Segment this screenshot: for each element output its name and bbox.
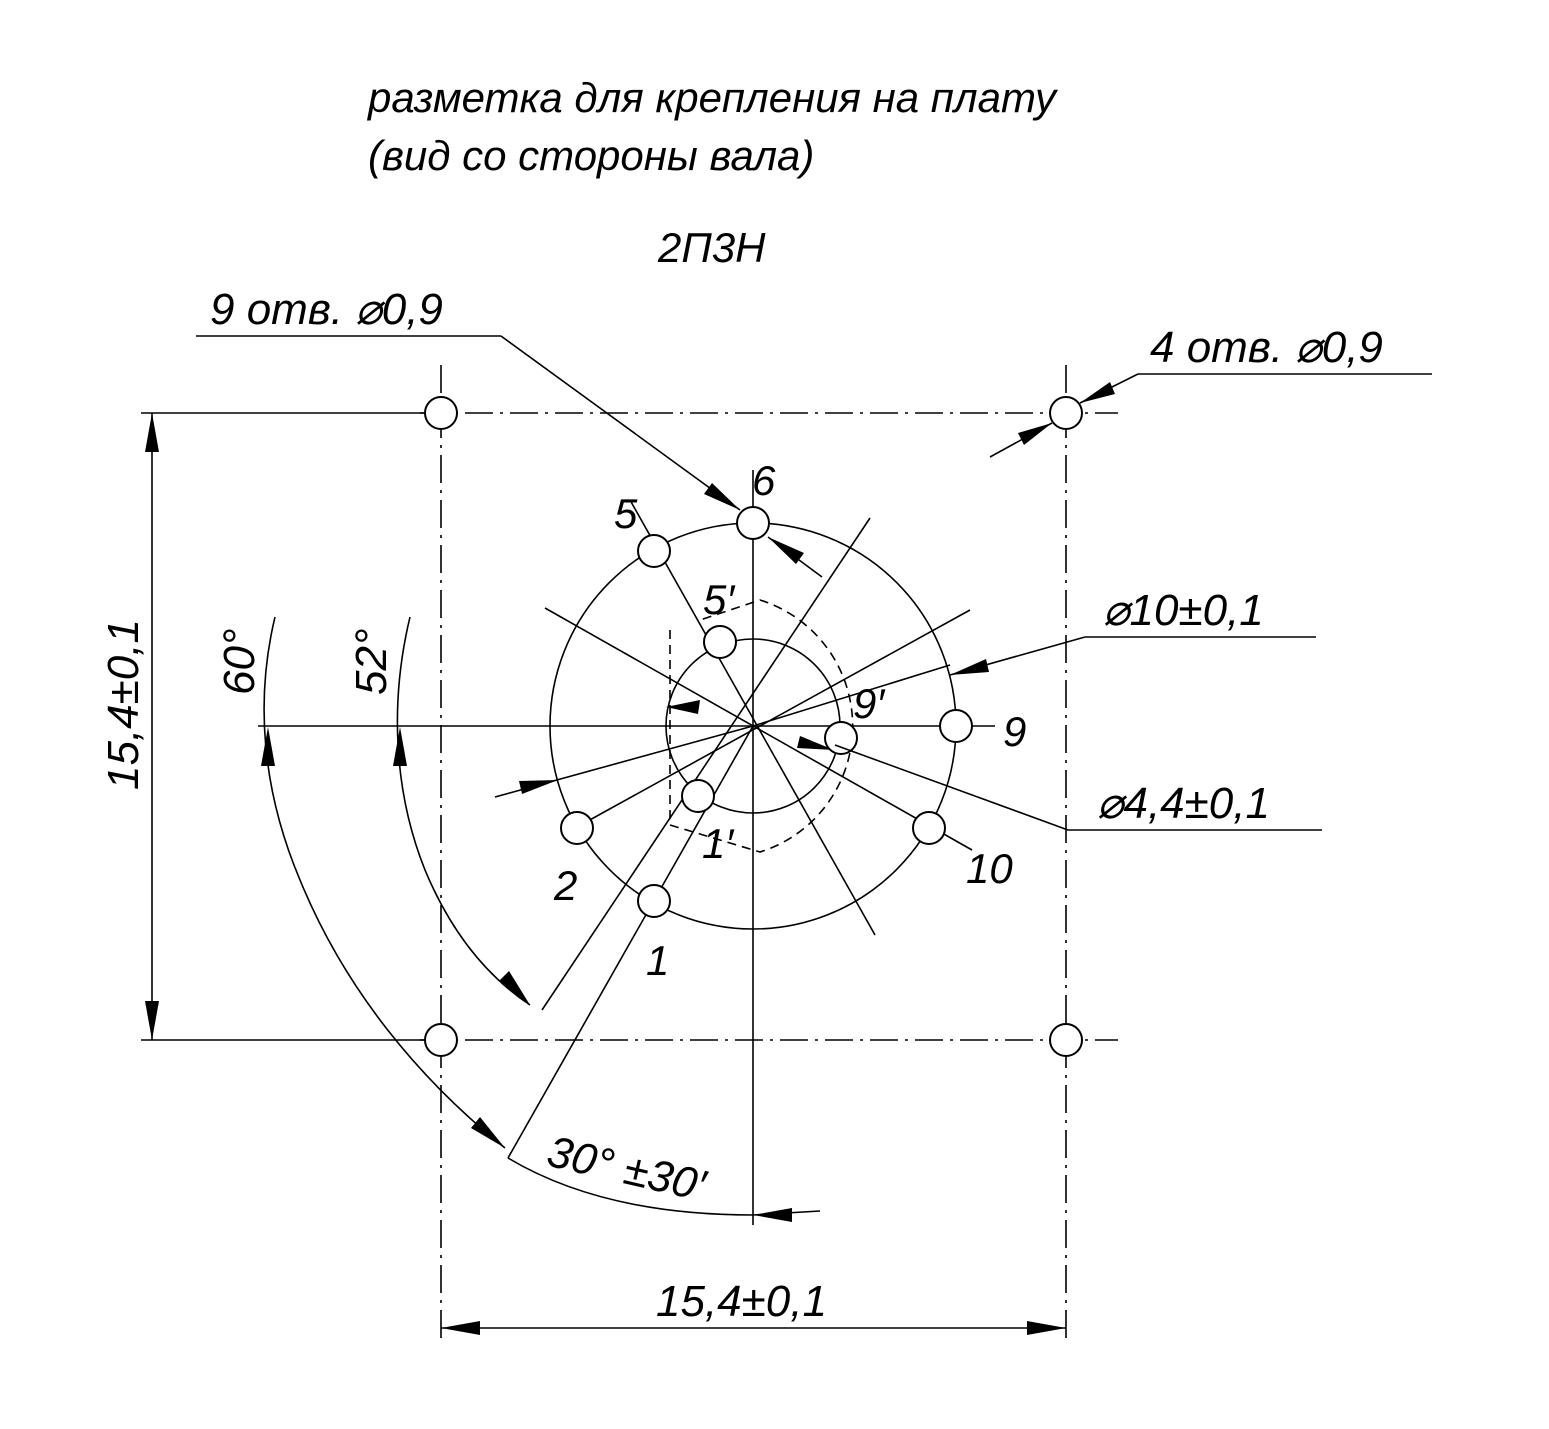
corner-hole-top-left bbox=[425, 397, 457, 429]
label-5: 5 bbox=[614, 490, 638, 537]
label-10: 10 bbox=[966, 845, 1013, 892]
label-6: 6 bbox=[752, 457, 776, 504]
hole-9 bbox=[940, 710, 972, 742]
callout-dia-10-text: ⌀10±0,1 bbox=[1103, 586, 1264, 635]
angle-60-label: 60° bbox=[215, 628, 264, 695]
vertical-dim-label: 15,4±0,1 bbox=[99, 619, 148, 790]
callout-dia-4-4-text: ⌀4,4±0,1 bbox=[1097, 779, 1270, 828]
corner-hole-top-right bbox=[1050, 397, 1082, 429]
mounting-square bbox=[420, 365, 1118, 1340]
label-1: 1 bbox=[646, 937, 670, 984]
callout-4-holes bbox=[990, 323, 1432, 457]
hole-2 bbox=[561, 812, 593, 844]
hole-1-prime bbox=[682, 780, 714, 812]
callout-dia-10 bbox=[950, 586, 1316, 675]
callout-dia-4-4 bbox=[835, 745, 1322, 830]
callout-9-holes-text: 9 отв. ⌀0,9 bbox=[210, 285, 443, 334]
horizontal-dimension bbox=[441, 1277, 1066, 1335]
hole-5 bbox=[638, 535, 670, 567]
label-2: 2 bbox=[554, 862, 578, 909]
title-line-2: (вид со стороны вала) bbox=[368, 132, 815, 179]
angle-60 bbox=[215, 617, 505, 1148]
radial-lines bbox=[258, 470, 995, 1225]
hole-10 bbox=[913, 812, 945, 844]
label-5-prime: 5′ bbox=[703, 576, 735, 623]
callout-9-holes bbox=[196, 285, 822, 577]
title-line-1: разметка для крепления на плату bbox=[368, 74, 1057, 121]
angle-52 bbox=[347, 617, 530, 1005]
angle-52-label: 52° bbox=[347, 628, 396, 695]
corner-hole-bottom-right bbox=[1050, 1024, 1082, 1056]
hole-5-prime bbox=[704, 626, 736, 658]
hole-6 bbox=[737, 507, 769, 539]
label-1-prime: 1′ bbox=[702, 820, 734, 867]
angle-30-label: 30° ±30′ bbox=[542, 1126, 710, 1211]
callout-4-holes-text: 4 отв. ⌀0,9 bbox=[1150, 323, 1383, 372]
model-name: 2П3Н bbox=[658, 224, 766, 271]
angle-30 bbox=[508, 1127, 820, 1222]
hole-1 bbox=[638, 885, 670, 917]
corner-hole-bottom-left bbox=[425, 1024, 457, 1056]
label-9: 9 bbox=[1003, 708, 1027, 755]
horizontal-dim-label: 15,4±0,1 bbox=[656, 1277, 827, 1326]
label-9-prime: 9′ bbox=[853, 680, 885, 727]
